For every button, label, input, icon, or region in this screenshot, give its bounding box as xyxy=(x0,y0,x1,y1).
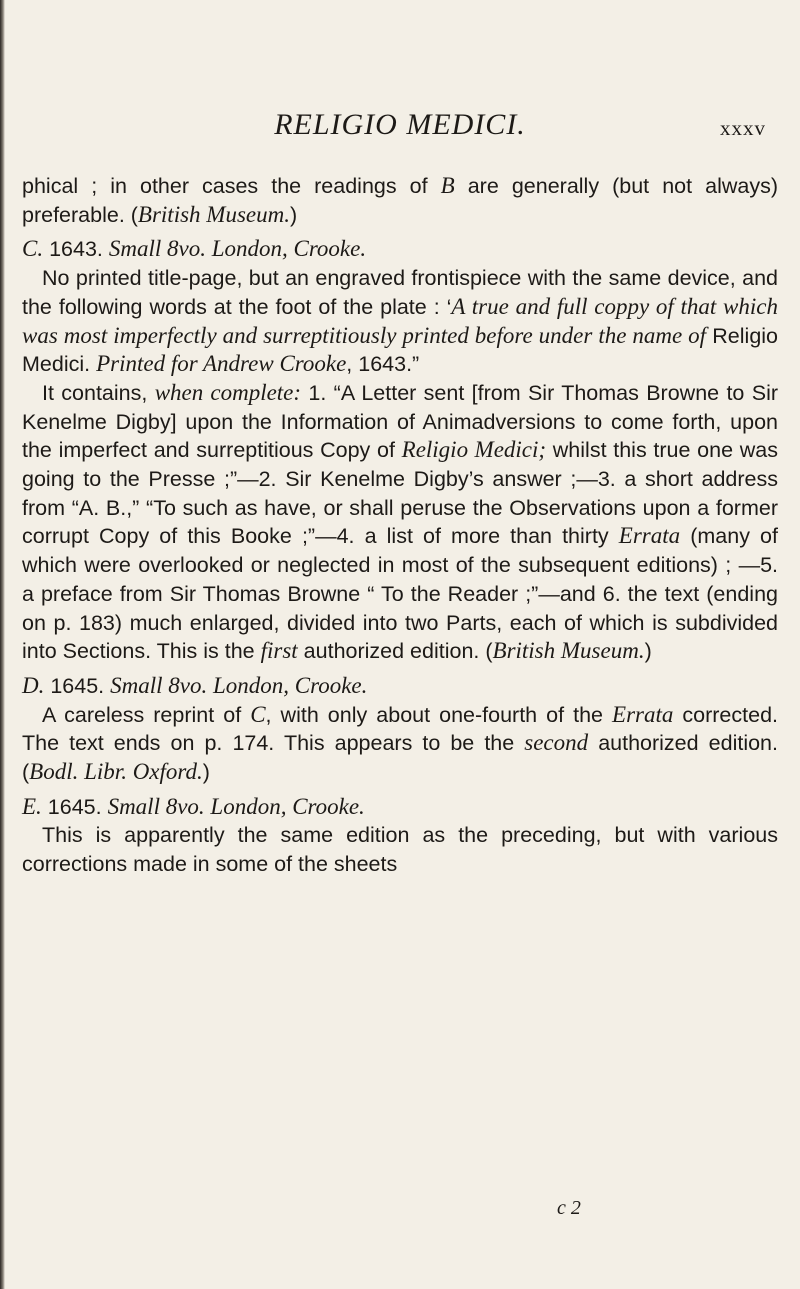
entry-c-heading xyxy=(22,235,778,264)
entry-d-description: A careless reprint of C, with only about one-fourth of the Errata corrected. The text ends on p. 174. This appears to be the second authorized edition. (Bodl. Libr. Oxford.) xyxy=(22,701,778,785)
page-binding-edge xyxy=(0,0,5,1289)
entry-letter: D. xyxy=(22,672,45,698)
entry-c-contents: It contains, when complete: 1. “A Letter sent [from Sir Thomas Browne to Sir Kenelme Digby] upon the Information of Animadversions to come forth, upon the imperfect and surreptitious Copy of Religio Medici; whilst this true one was going to the Presse ;”—2. Sir Kenelme Digby’s answer ;—3. a short address from “A. B.,” “To such as have, or shall peruse the Observations upon a former corrupt Copy of this Booke ;”—4. a list of more than thirty Errata (many of which were overlooked or neglected in most of the subsequent editions) ; —5. a preface from Sir Thomas Browne “ To the Reader ;”—and 6. the text (ending on p. 183) much enlarged, divided into two Parts, each of which is subdivided into Sections. This is the first authorized edition. (British Museum.) xyxy=(22,379,779,664)
entry-e-heading xyxy=(22,793,778,822)
entry-year: 1645. xyxy=(44,673,111,698)
entry-format: Small 8vo. London, Crooke. xyxy=(107,793,365,819)
entry-year: 1643. xyxy=(43,237,109,262)
entry-year: 1645. xyxy=(41,794,108,819)
running-title: RELIGIO MEDICI. xyxy=(274,108,526,141)
entry-letter: C. xyxy=(22,236,44,262)
entry-e-description: This is apparently the same edition as the preceding, but with various corrections made in some of the sheets xyxy=(22,823,778,877)
entry-c-description: No printed title-page, but an engraved frontispiece with the same device, and the following words at the foot of the plate : ‘A true and full coppy of that which was most imperfectly and surreptitiously printed before under the name of Religio Medici. Printed for Andrew Crooke, 1643.” xyxy=(22,266,779,377)
body-text xyxy=(22,172,778,879)
signature-mark: c 2 xyxy=(557,1197,581,1219)
entry-format: Small 8vo. London, Crooke. xyxy=(110,672,368,698)
entry-letter: E. xyxy=(22,793,42,819)
paragraph-continuation: phical ; in other cases the readings of B are generally (but not always) preferable. (British Museum.) xyxy=(22,173,778,227)
page-number: xxxv xyxy=(720,116,766,140)
entry-format: Small 8vo. London, Crooke. xyxy=(108,236,367,262)
entry-d-heading xyxy=(22,672,778,701)
page-header xyxy=(0,108,800,148)
